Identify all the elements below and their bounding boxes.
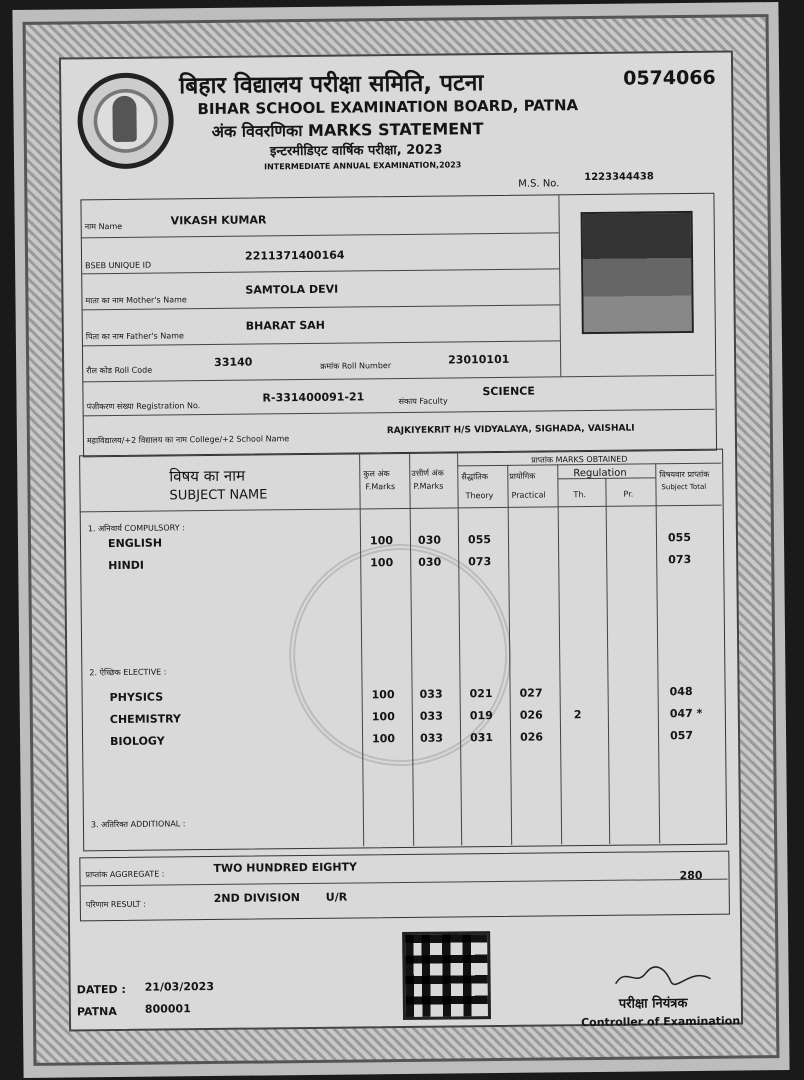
student-uid: 2211371400164 [244, 248, 345, 263]
faculty-label: संकाय Faculty [398, 396, 448, 407]
student-name: VIKASH KUMAR [170, 213, 267, 228]
board-seal-icon [77, 72, 174, 169]
result-label: परिणाम RESULT : [85, 899, 146, 910]
marks-cell-pm: 033 [419, 687, 443, 701]
ms-label: M.S. No. [518, 178, 560, 190]
marks-cell-practical: 026 [519, 708, 543, 722]
aggregate-label: प्राप्तांक AGGREGATE : [85, 869, 165, 880]
marks-cell-total: 048 [669, 684, 693, 699]
marks-cell-subject: HINDI [108, 558, 145, 573]
marks-cell-fm: 100 [369, 534, 394, 548]
marks-obtained-header: प्राप्तांक MARKS OBTAINED [531, 454, 628, 465]
marks-cell-theory: 019 [469, 709, 493, 723]
place: PATNA [76, 1005, 117, 1019]
signatory-title: Controller of Examination [580, 1014, 741, 1030]
marks-cell-fm: 100 [371, 688, 395, 702]
mother-label: माता का नाम Mother's Name [85, 295, 187, 306]
ms-number: 1223344438 [584, 171, 654, 184]
full-marks-hindi: कुल अंक [363, 469, 390, 479]
aggregate-words: TWO HUNDRED EIGHTY [213, 860, 358, 875]
marks-cell-fm: 100 [372, 732, 396, 746]
roll-number: 23010101 [448, 352, 510, 367]
marks-cell-subject: CHEMISTRY [109, 712, 182, 727]
marks-cell-subject: ENGLISH [107, 536, 163, 551]
rollcode-label: रौल कोड Roll Code [86, 365, 153, 376]
board-name-hindi: बिहार विद्यालय परीक्षा समिति, पटना [179, 70, 484, 100]
theory-header: Theory [465, 491, 494, 501]
marks-cell-subject: PHYSICS [109, 690, 164, 705]
marks-cell-pm: 033 [419, 709, 443, 723]
additional-heading: 3. अतिरिक्त ADDITIONAL : [90, 819, 186, 830]
school-label: महाविद्यालय/+2 विद्यालय का नाम College/+2 School Name [86, 434, 290, 446]
name-label: नाम Name [84, 221, 123, 232]
subject-total-hindi: विषयवार प्राप्तांक [659, 469, 710, 480]
marks-cell-theory: 021 [469, 687, 493, 701]
marks-cell-practical: 027 [519, 686, 543, 700]
aggregate-total: 280 [679, 868, 703, 883]
dated-label: DATED : [76, 982, 126, 997]
regulation-header: Regulation [573, 467, 627, 480]
subject-heading-english: SUBJECT NAME [169, 487, 268, 504]
serial-number: 0574066 [623, 66, 716, 90]
elective-heading: 2. ऐच्छिक ELECTIVE : [89, 667, 167, 678]
theory-hindi: सैद्धांतिक [461, 472, 489, 482]
date-value: 21/03/2023 [144, 979, 214, 994]
school-name: RAJKIYEKRIT H/S VIDYALAYA, SIGHADA, VAISHALI [386, 423, 635, 437]
statement-title: अंक विवरणिका MARKS STATEMENT [211, 119, 484, 141]
document-paper [59, 50, 743, 1031]
result-division: 2ND DIVISION [213, 891, 301, 905]
exam-name-english: INTERMEDIATE ANNUAL EXAMINATION,2023 [264, 160, 462, 172]
registration-number: R-331400091-21 [262, 390, 365, 405]
student-photo [581, 211, 694, 334]
signature-icon [610, 961, 720, 992]
subject-heading-hindi: विषय का नाम [169, 466, 246, 486]
summary-box [79, 851, 730, 922]
compulsory-heading: 1. अनिवार्य COMPULSORY : [87, 523, 185, 534]
board-name-english: BIHAR SCHOOL EXAMINATION BOARD, PATNA [197, 96, 579, 119]
marks-cell-total: 073 [668, 552, 692, 567]
father-label: पिता का नाम Father's Name [85, 331, 184, 342]
marks-cell-total: 047 * [669, 706, 703, 721]
father-name: BHARAT SAH [245, 318, 326, 333]
uid-label: BSEB UNIQUE ID [85, 260, 152, 271]
marks-cell-total: 057 [669, 728, 694, 743]
regulation-practical-header: Pr. [623, 489, 634, 499]
signatory-hindi: परीक्षा नियंत्रक [618, 996, 688, 1012]
marks-cell-pm: 030 [417, 533, 442, 547]
mother-name: SAMTOLA DEVI [245, 282, 339, 297]
marks-cell-pm: 033 [420, 731, 444, 745]
qr-code-icon [402, 931, 491, 1020]
marks-cell-total: 055 [667, 530, 692, 545]
rollno-label: क्रमांक Roll Number [320, 361, 392, 371]
marks-cell-reg_th: 2 [573, 708, 582, 722]
marks-cell-theory: 073 [468, 555, 492, 569]
marks-cell-theory: 031 [470, 731, 494, 745]
result-category: U/R [325, 890, 348, 904]
subject-total-header: Subject Total [661, 482, 707, 492]
practical-hindi: प्रायोगिक [509, 471, 536, 481]
marks-cell-subject: BIOLOGY [110, 734, 165, 749]
marks-cell-fm: 100 [371, 710, 395, 724]
marks-cell-pm: 030 [418, 555, 442, 569]
marks-cell-theory: 055 [467, 533, 492, 547]
pass-marks-header: P.Marks [413, 481, 444, 491]
registration-label: पंजीकरण संख्या Registration No. [86, 401, 201, 412]
marks-cell-fm: 100 [370, 556, 394, 570]
marks-statement-page [12, 2, 789, 1078]
pin-code: 800001 [144, 1002, 191, 1016]
pass-marks-hindi: उत्तीर्ण अंक [411, 468, 444, 478]
full-marks-header: F.Marks [365, 482, 396, 492]
faculty: SCIENCE [482, 384, 535, 399]
exam-name-hindi: इन्टरमीडिएट वार्षिक परीक्षा, 2023 [269, 142, 443, 160]
practical-header: Practical [511, 490, 546, 500]
marks-cell-practical: 026 [520, 730, 544, 744]
roll-code: 33140 [214, 355, 253, 369]
regulation-theory-header: Th. [573, 490, 587, 500]
